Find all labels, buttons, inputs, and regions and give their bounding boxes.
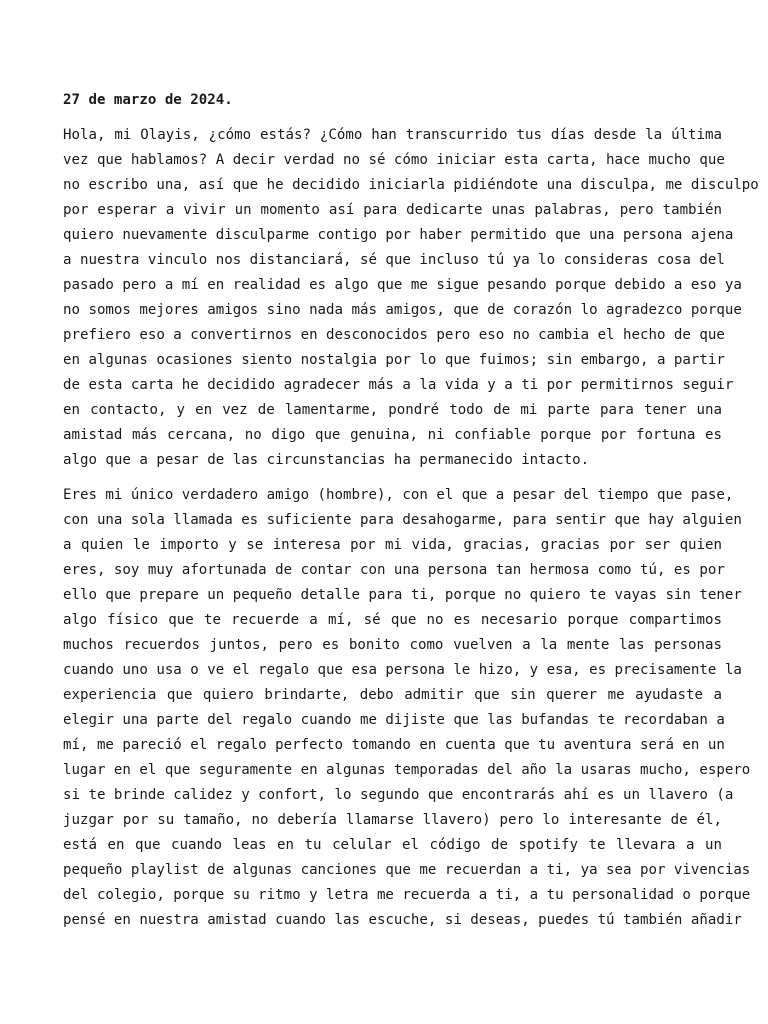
paragraph-line: del colegio, porque su ritmo y letra me recuerda a ti, a tu personalidad o porque [63,887,751,903]
paragraph-line: amistad más cercana, no digo que genuina, ni confiable porque por fortuna es [63,427,722,443]
paragraph-line: ello que prepare un pequeño detalle para ti, porque no quiero te vayas sin tener [63,587,742,603]
paragraph-line: elegir una parte del regalo cuando me dijiste que las bufandas te recordaban a [63,712,725,728]
letter-paragraph-2 [63,483,751,933]
paragraph-line: pequeño playlist de algunas canciones que me recuerdan a ti, ya sea por vivencias [63,862,751,878]
paragraph-line: en contacto, y en vez de lamentarme, pondré todo de mi parte para tener una [63,402,722,418]
paragraph-line: de esta carta he decidido agradecer más a la vida y a ti por permitirnos seguir [63,377,734,393]
paragraph-line: a quien le importo y se interesa por mi vida, gracias, gracias por ser quien [63,537,722,553]
paragraph-line: cuando uno usa o ve el regalo que esa persona le hizo, y esa, es precisamente la [63,662,742,678]
paragraph-line: quiero nuevamente disculparme contigo por haber permitido que una persona ajena [63,227,734,243]
paragraph-line: algo que a pesar de las circunstancias ha permanecido intacto. [63,452,590,468]
paragraph-line: con una sola llamada es suficiente para desahogarme, para sentir que hay alguien [63,512,742,528]
paragraph-line: está en que cuando leas en tu celular el código de spotify te llevara a un [63,837,722,853]
paragraph-line: juzgar por su tamaño, no debería llamarse llavero) pero lo interesante de él, [63,812,722,828]
paragraph-line: no escribo una, así que he decidido iniciarla pidiéndote una disculpa, me disculpo [63,177,759,193]
paragraph-line: pasado pero a mí en realidad es algo que me sigue pesando porque debido a eso ya [63,277,742,293]
paragraph-line: vez que hablamos? A decir verdad no sé cómo iniciar esta carta, hace mucho que [63,152,725,168]
paragraph-line: a nuestra vinculo nos distanciará, sé que incluso tú ya lo consideras cosa del [63,252,725,268]
paragraph-line: algo físico que te recuerde a mí, sé que no es necesario porque compartimos [63,612,722,628]
paragraph-line: no somos mejores amigos sino nada más amigos, que de corazón lo agradezco porque [63,302,742,318]
paragraph-line: pensé en nuestra amistad cuando las escuche, si deseas, puedes tú también añadir [63,912,742,928]
paragraph-line: mí, me pareció el regalo perfecto tomando en cuenta que tu aventura será en un [63,737,725,753]
paragraph-line: Eres mi único verdadero amigo (hombre), con el que a pesar del tiempo que pase, [63,487,734,503]
paragraph-line: si te brinde calidez y confort, lo segundo que encontrarás ahí es un llavero (a [63,787,734,803]
paragraph-line: experiencia que quiero brindarte, debo admitir que sin querer me ayudaste a [63,687,722,703]
paragraph-line: Hola, mi Olayis, ¿cómo estás? ¿Cómo han transcurrido tus días desde la última [63,127,722,143]
paragraph-line: por esperar a vivir un momento así para dedicarte unas palabras, pero también [63,202,722,218]
letter-date: 27 de marzo de 2024. [63,92,233,108]
paragraph-line: eres, soy muy afortunada de contar con una persona tan hermosa como tú, es por [63,562,725,578]
paragraph-line: prefiero eso a convertirnos en desconocidos pero eso no cambia el hecho de que [63,327,725,343]
paragraph-line: lugar en el que seguramente en algunas temporadas del año la usaras mucho, espero [63,762,751,778]
paragraph-line: muchos recuerdos juntos, pero es bonito como vuelven a la mente las personas [63,637,722,653]
letter-paragraph-1 [63,123,759,473]
paragraph-line: en algunas ocasiones siento nostalgia por lo que fuimos; sin embargo, a partir [63,352,725,368]
